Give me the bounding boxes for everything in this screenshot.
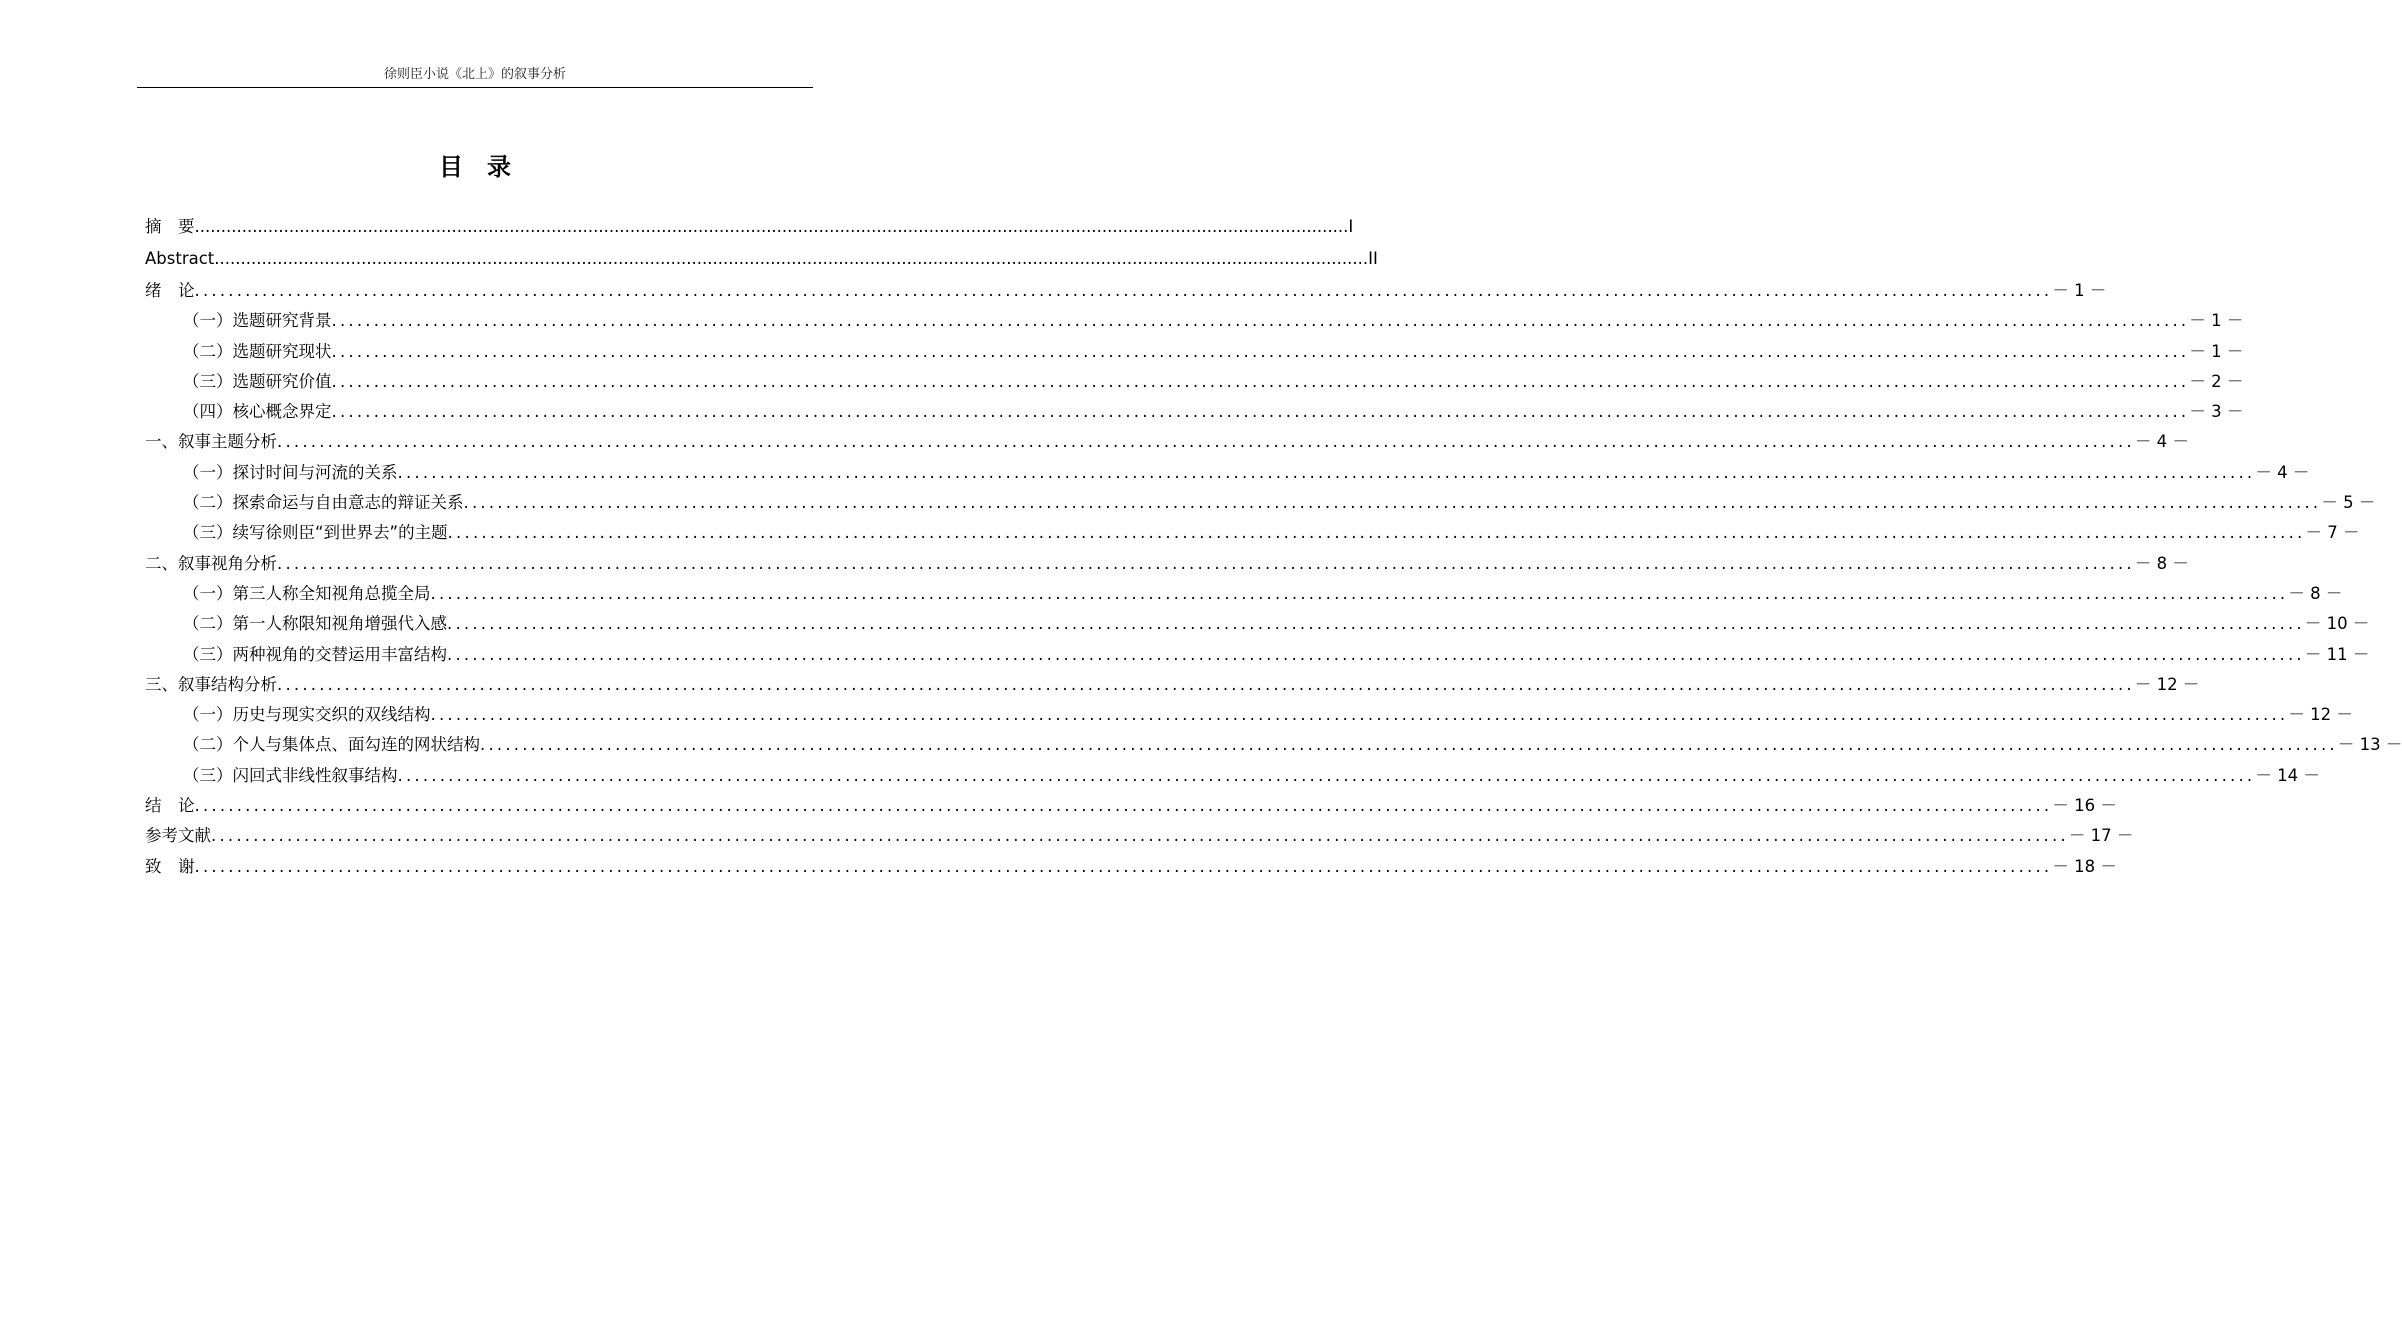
toc-entry[interactable] <box>145 367 2244 397</box>
toc-entry[interactable] <box>145 276 2107 306</box>
dot-leader: ............................................................................................................................................................................................................................ <box>194 796 2053 816</box>
toc-entry[interactable] <box>145 337 2244 367</box>
toc-entry[interactable] <box>145 458 2310 488</box>
toc-entry-label: 参考文献 <box>145 826 211 846</box>
toc-entry-label: （三）两种视角的交替运用丰富结构 <box>183 644 447 664</box>
dot-leader: ............................................................................................................................................................................................................................ <box>397 765 2256 785</box>
dot-leader: ............................................................................................................................................................................................................................ <box>194 281 2053 300</box>
toc-entry-label: （一）选题研究背景 <box>183 311 332 331</box>
toc-entry-label: 结 论 <box>145 796 195 816</box>
toc-entry-label: （二）第一人称限知视角增强代入感 <box>183 614 447 634</box>
toc-entry[interactable] <box>145 488 2376 518</box>
toc-entry-page-number: I <box>1348 217 1354 236</box>
toc-entry-page-number: － 1 － <box>2189 311 2244 331</box>
toc-entry-label: 绪 论 <box>145 281 195 300</box>
toc-entry-page-number: － 12 － <box>2134 674 2200 694</box>
toc-entry[interactable] <box>145 821 2134 851</box>
header-rule <box>137 87 813 88</box>
toc-entry-page-number: － 18 － <box>2052 856 2117 876</box>
toc-entry-page-number: － 16 － <box>2052 796 2117 816</box>
toc-entry-page-number: － 4 － <box>2134 432 2189 452</box>
toc-entry-label: （一）探讨时间与河流的关系 <box>183 462 398 482</box>
dot-leader: ............................................................................................................................................................................................................................ <box>430 705 2289 725</box>
toc-entry-page-number: － 11 － <box>2304 644 2370 664</box>
toc-entry[interactable] <box>145 212 1354 244</box>
toc-entry-page-number: － 13 － <box>2337 735 2402 755</box>
toc-entry-label: （二）选题研究现状 <box>183 341 332 361</box>
running-header: 徐则臣小说《北上》的叙事分析 <box>383 67 566 82</box>
toc-entry[interactable] <box>145 670 2200 700</box>
dot-leader: ............................................................................................................................................................................................................................ <box>331 402 2190 422</box>
toc-entry-label: （一）历史与现实交织的双线结构 <box>183 705 431 725</box>
toc-entry[interactable] <box>145 549 2189 579</box>
dot-leader: ............................................................................................................................................................................................................................ <box>331 341 2190 361</box>
dot-leader: ............................................................................................................................................................................................................................ <box>277 432 2135 452</box>
dot-leader: ............................................................................................................................................................................................................................ <box>277 674 2135 694</box>
dot-leader: ............................................................................................................................................................................................................................ <box>447 614 2305 634</box>
toc-entry-page-number: － 17 － <box>2068 826 2134 846</box>
table-of-contents <box>145 212 2402 882</box>
toc-entry-label: 二、叙事视角分析 <box>145 553 277 573</box>
toc-entry[interactable] <box>145 700 2353 730</box>
toc-entry-label: 一、叙事主题分析 <box>145 432 277 452</box>
toc-entry[interactable] <box>145 609 2370 639</box>
toc-entry-label: （二）探索命运与自由意志的辩证关系 <box>183 493 464 513</box>
toc-entry-page-number: II <box>1368 249 1378 268</box>
toc-entry-page-number: － 8 － <box>2134 553 2189 573</box>
toc-entry-page-number: － 4 － <box>2255 462 2310 482</box>
toc-entry-label: （一）第三人称全知视角总揽全局 <box>183 583 431 603</box>
toc-entry-page-number: － 5 － <box>2321 493 2376 513</box>
toc-entry-page-number: － 7 － <box>2305 523 2360 543</box>
dot-leader: ............................................................................................................................................................................................................................ <box>463 493 2322 513</box>
toc-entry[interactable] <box>145 306 2244 336</box>
dot-leader: ............................................................................................................................................................................................................................ <box>211 826 2069 846</box>
toc-entry-page-number: － 10 － <box>2304 614 2370 634</box>
dot-leader: ............................................................................................................................................................................................................................ <box>214 249 1369 268</box>
toc-entry-page-number: － 2 － <box>2189 371 2244 391</box>
dot-leader: ............................................................................................................................................................................................................................ <box>447 523 2306 543</box>
toc-entry-label: 摘 要 <box>145 217 195 236</box>
toc-entry-label: Abstract <box>145 249 215 268</box>
dot-leader: ............................................................................................................................................................................................................................ <box>447 644 2305 664</box>
dot-leader: ............................................................................................................................................................................................................................ <box>397 462 2256 482</box>
dot-leader: ............................................................................................................................................................................................................................ <box>331 311 2190 331</box>
toc-entry-label: （四）核心概念界定 <box>183 402 332 422</box>
toc-entry-label: 致 谢 <box>145 856 195 876</box>
toc-entry-label: 三、叙事结构分析 <box>145 674 277 694</box>
dot-leader: ............................................................................................................................................................................................................................ <box>331 371 2190 391</box>
toc-entry-page-number: － 12 － <box>2288 705 2353 725</box>
toc-entry-page-number: － 1 － <box>2189 341 2244 361</box>
dot-leader: ............................................................................................................................................................................................................................ <box>480 735 2338 755</box>
dot-leader: ............................................................................................................................................................................................................................ <box>194 217 1349 236</box>
dot-leader: ............................................................................................................................................................................................................................ <box>277 553 2135 573</box>
toc-entry-page-number: － 14 － <box>2255 765 2320 785</box>
toc-entry-label: （二）个人与集体点、面勾连的网状结构 <box>183 735 480 755</box>
dot-leader: ............................................................................................................................................................................................................................ <box>194 856 2053 876</box>
toc-entry[interactable] <box>145 791 2117 821</box>
toc-entry[interactable] <box>145 730 2402 760</box>
toc-entry-page-number: － 3 － <box>2189 402 2244 422</box>
toc-entry-page-number: － 1 － <box>2052 281 2107 300</box>
toc-entry[interactable] <box>145 518 2360 548</box>
toc-title: 目 录 <box>439 153 511 181</box>
toc-entry[interactable] <box>145 397 2244 427</box>
toc-entry[interactable] <box>145 427 2189 457</box>
toc-entry[interactable] <box>145 761 2320 791</box>
toc-entry-page-number: － 8 － <box>2288 583 2343 603</box>
toc-entry-label: （三）续写徐则臣“到世界去”的主题 <box>183 523 448 543</box>
toc-entry[interactable] <box>145 852 2117 882</box>
toc-entry[interactable] <box>145 579 2343 609</box>
toc-entry[interactable] <box>145 640 2370 670</box>
toc-entry-label: （三）闪回式非线性叙事结构 <box>183 765 398 785</box>
dot-leader: ............................................................................................................................................................................................................................ <box>430 583 2289 603</box>
toc-entry[interactable] <box>145 244 1378 276</box>
toc-entry-label: （三）选题研究价值 <box>183 371 332 391</box>
